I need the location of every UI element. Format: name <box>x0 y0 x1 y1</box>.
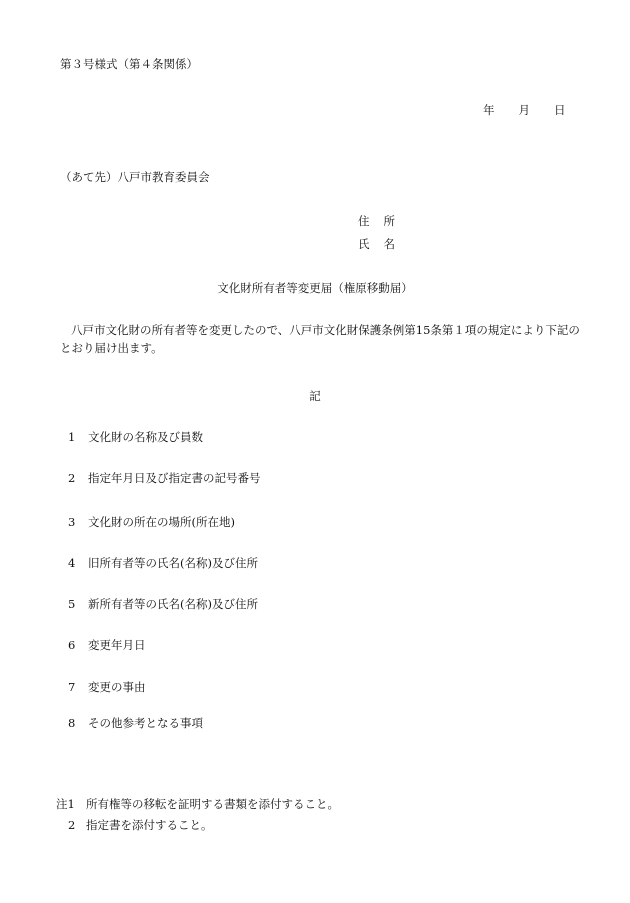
addressee: （あて先）八戸市教育委員会 <box>60 170 210 184</box>
note-prefix <box>56 818 86 834</box>
list-item-number: 1 <box>68 430 76 444</box>
note-item <box>56 797 339 818</box>
note-item <box>56 818 339 839</box>
date-month-label: 月 <box>518 103 530 117</box>
sender-name-label-char-2: 名 <box>383 237 395 251</box>
list-item-number: 7 <box>68 680 76 694</box>
document-title: 文化財所有者等変更届（権原移動届） <box>217 281 413 295</box>
list-item-text: 指定年月日及び指定書の記号番号 <box>88 471 261 485</box>
list-item-text: 新所有者等の氏名(名称)及び住所 <box>88 597 258 611</box>
list-item-text: 文化財の所在の場所(所在地) <box>88 515 235 529</box>
list-item <box>68 716 203 732</box>
notes-section <box>56 797 339 839</box>
note-number: 2 <box>68 818 76 832</box>
list-item-number: 8 <box>68 716 76 730</box>
note-number: 1 <box>67 797 75 811</box>
list-item-number: 2 <box>68 471 76 485</box>
list-item <box>68 430 203 446</box>
list-item-number: 4 <box>68 556 76 570</box>
list-item-text: 文化財の名称及び員数 <box>88 430 203 444</box>
note-text: 所有権等の移転を証明する書類を添付すること。 <box>86 797 339 811</box>
list-item <box>68 515 235 531</box>
list-item-text: 旧所有者等の氏名(名称)及び住所 <box>88 556 258 570</box>
note-prefix <box>56 797 86 813</box>
list-item-text: その他参考となる事項 <box>88 716 203 730</box>
sender-name-label-char-1: 氏 <box>358 237 370 251</box>
sender-address-label-char-1: 住 <box>358 214 370 228</box>
note-prefix-label: 注 <box>56 797 68 811</box>
list-item <box>68 597 258 613</box>
body-text: 八戸市文化財の所有者等を変更したので、八戸市文化財保護条例第15条第１項の規定により下記のとおり届け出ます。 <box>60 323 580 355</box>
list-item <box>68 638 146 654</box>
date-day-label: 日 <box>554 103 566 117</box>
list-item-text: 変更の事由 <box>88 680 146 694</box>
form-number: 第３号様式（第４条関係） <box>60 57 198 71</box>
list-item <box>68 556 258 572</box>
sender-address-label-char-2: 所 <box>383 214 395 228</box>
date-line <box>483 103 566 119</box>
note-text: 指定書を添付すること。 <box>86 818 213 832</box>
list-item <box>68 471 261 487</box>
list-item-number: 6 <box>68 638 76 652</box>
sender-address-label <box>358 214 395 230</box>
list-item-number: 5 <box>68 597 76 611</box>
list-item-text: 変更年月日 <box>88 638 146 652</box>
list-item <box>68 680 146 696</box>
sender-name-label <box>358 237 395 253</box>
list-item-number: 3 <box>68 515 76 529</box>
date-year-label: 年 <box>483 103 495 117</box>
ki-heading: 記 <box>309 389 321 403</box>
